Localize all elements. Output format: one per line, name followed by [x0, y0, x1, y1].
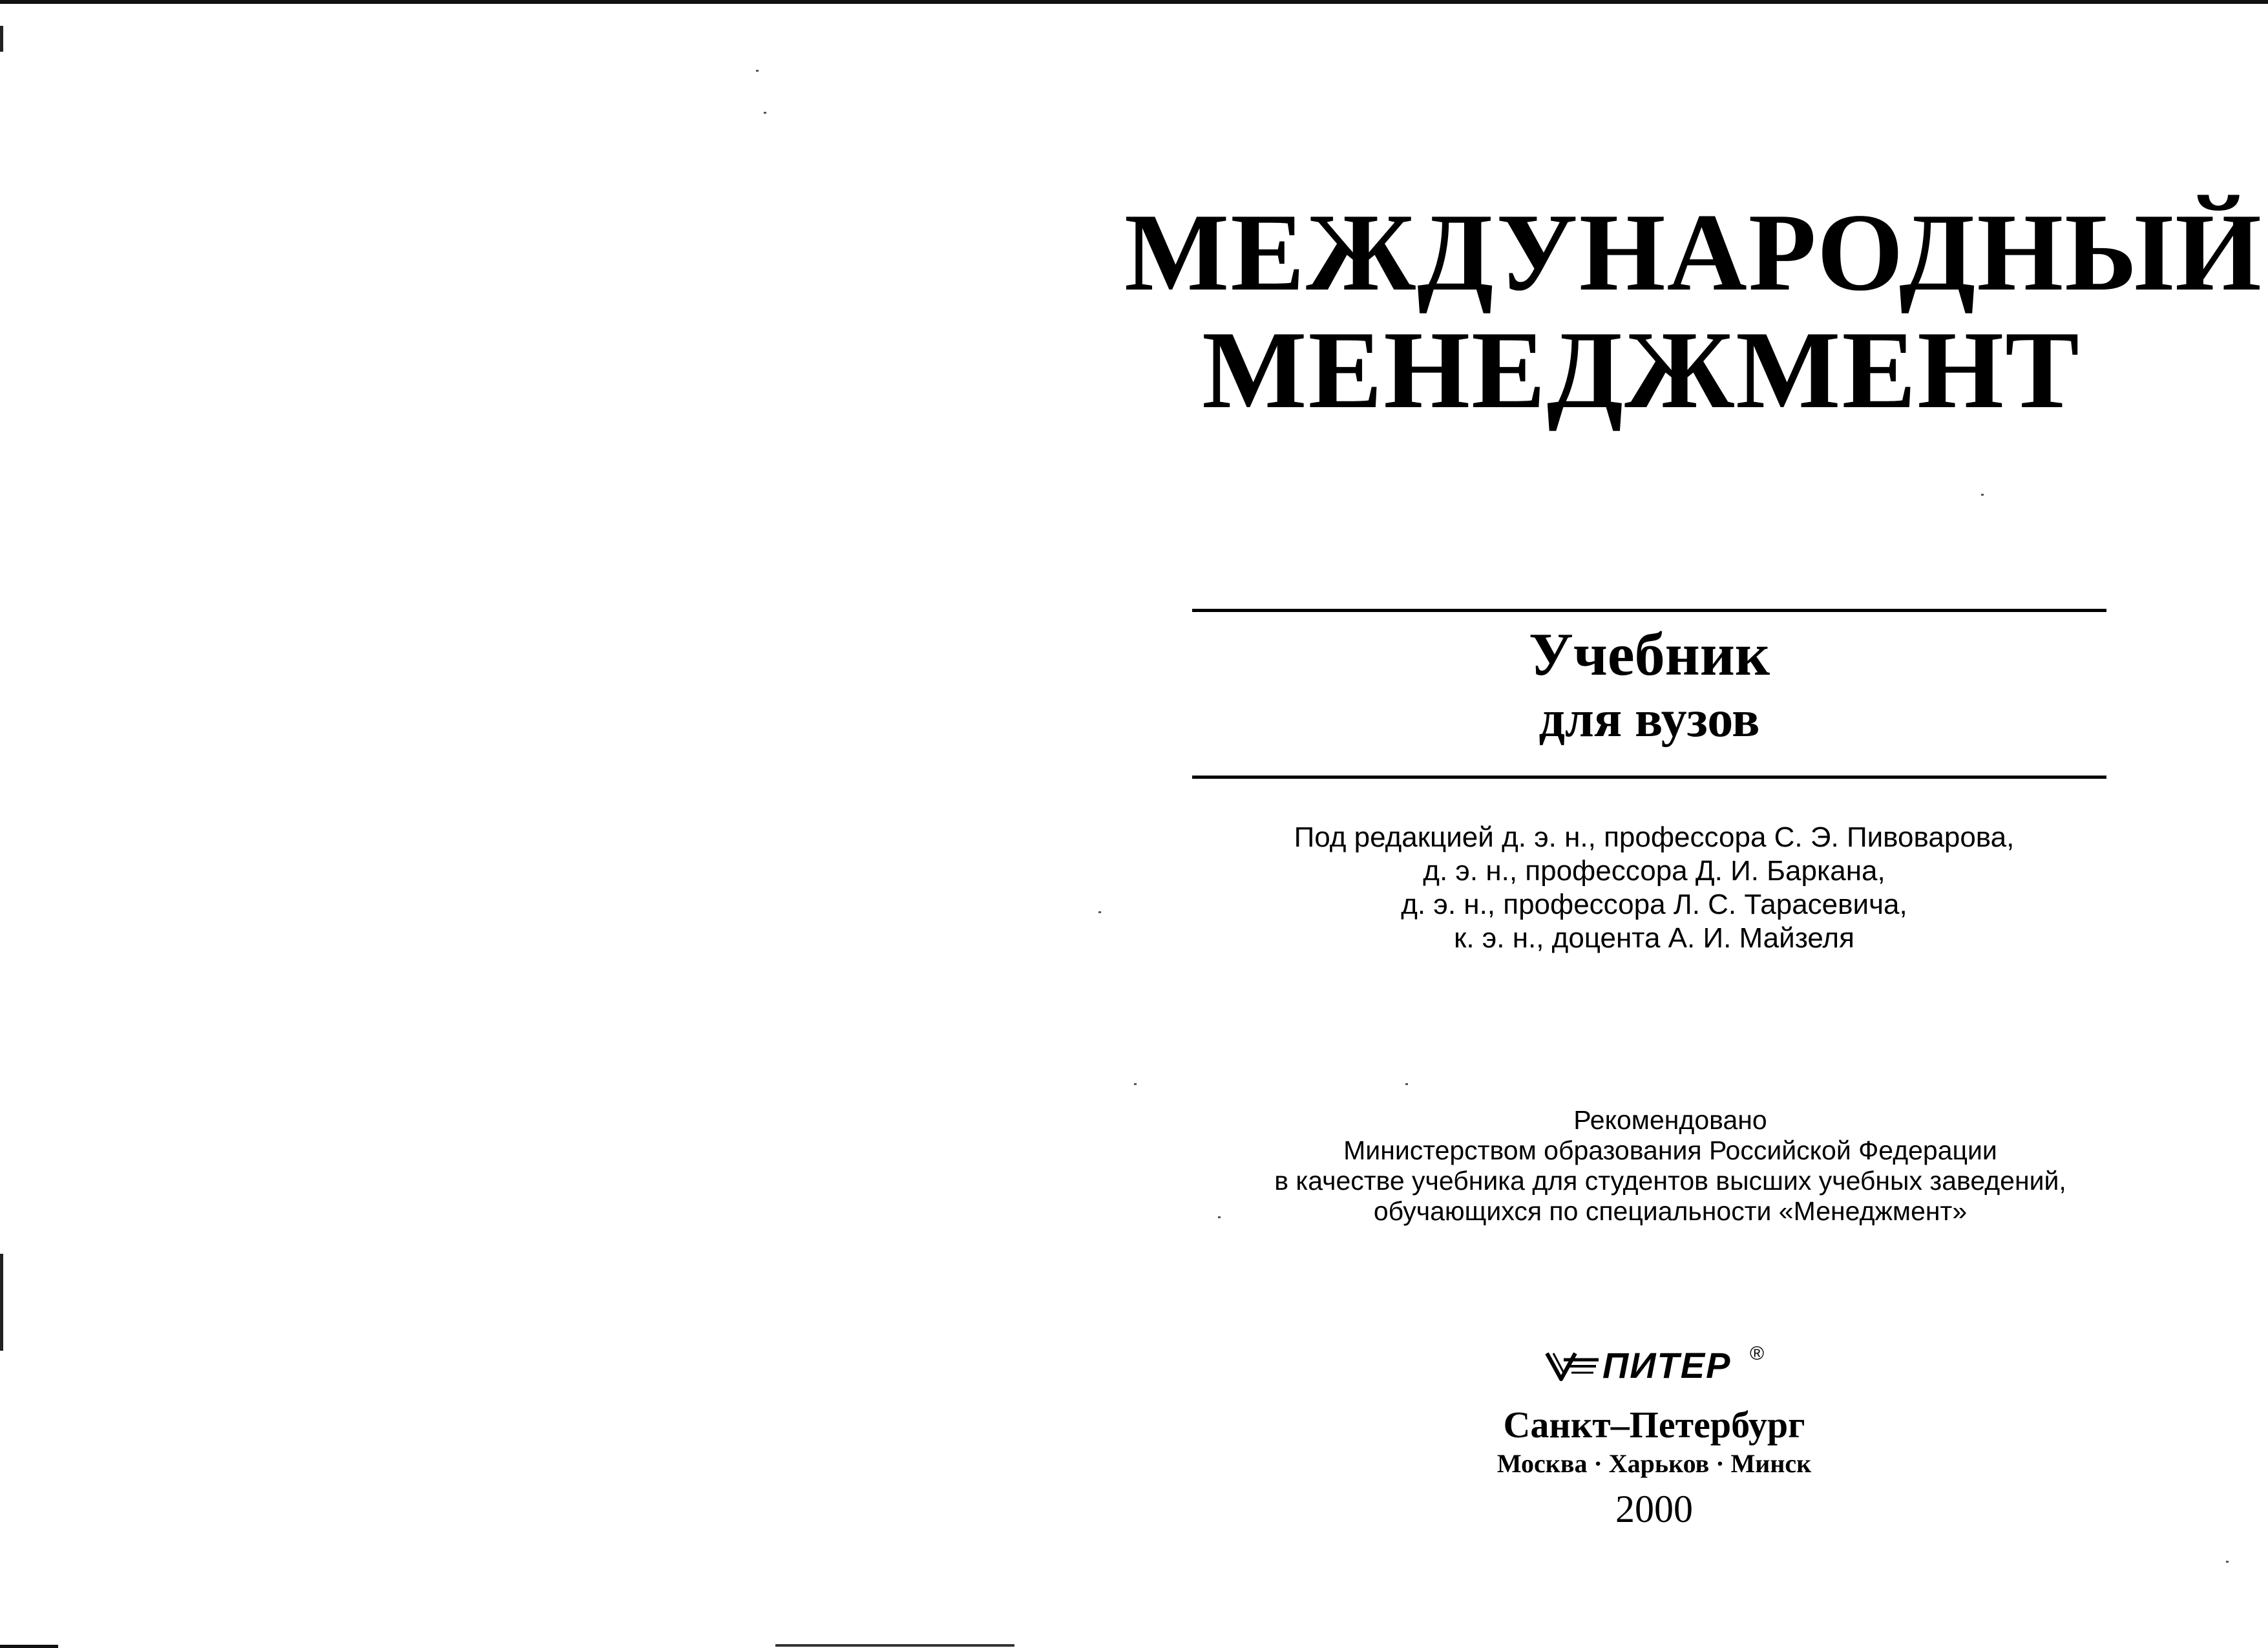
scan-speck	[1098, 911, 1101, 913]
scan-speck	[2226, 1561, 2229, 1563]
editors-block	[1189, 821, 2119, 955]
book-subtitle	[1192, 620, 2106, 750]
subtitle-line-2: для вузов	[1538, 691, 1760, 748]
editor-line: Под редакцией д. э. н., профессора С. Э. Пивоварова,	[1294, 821, 2015, 853]
recommendation-line: Рекомендовано	[1573, 1105, 1767, 1135]
book-title-line-2: МЕНЕДЖМЕНТ	[1202, 309, 2081, 432]
scan-speck	[756, 70, 759, 72]
book-title	[1124, 191, 2263, 432]
subtitle-line-1: Учебник	[1528, 621, 1770, 688]
recommendation-line: обучающихся по специальности «Менеджмент»	[1373, 1196, 1968, 1226]
scan-edge-left	[0, 1254, 3, 1351]
scan-edge-left	[0, 26, 3, 52]
scan-edge-bottom	[0, 1645, 58, 1648]
recommendation-line: в качестве учебника для студентов высших учебных заведений,	[1274, 1166, 2066, 1196]
book-title-line-1: МЕЖДУНАРОДНЫЙ	[1124, 191, 2263, 314]
recommendation-block	[1202, 1105, 2139, 1227]
editor-line: д. э. н., профессора Д. И. Баркана,	[1423, 855, 1885, 887]
publisher-logo-mark-icon	[1544, 1343, 1602, 1388]
scan-edge-top	[0, 0, 2268, 4]
imprint-city: Санкт–Петербург	[1503, 1404, 1805, 1446]
imprint-year: 2000	[1615, 1488, 1693, 1530]
editor-line: к. э. н., доцента А. И. Майзеля	[1454, 922, 1854, 954]
publisher-name: ПИТЕР	[1602, 1345, 1732, 1386]
registered-mark: ®	[1750, 1343, 1765, 1364]
top-rule	[1192, 609, 2106, 612]
scan-speck	[1981, 494, 1984, 496]
scan-speck	[764, 112, 766, 114]
publisher-logo	[1544, 1343, 1777, 1388]
editor-line: д. э. н., профессора Л. С. Тарасевича,	[1401, 889, 1907, 920]
scan-speck	[1405, 1083, 1408, 1085]
bottom-rule	[1192, 776, 2106, 779]
recommendation-line: Министерством образования Российской Федерации	[1343, 1136, 1997, 1165]
scan-speck	[1134, 1083, 1137, 1085]
scan-edge-bottom-right	[775, 1644, 1014, 1647]
imprint-other-cities: Москва · Харьков · Минск	[1496, 1449, 1812, 1478]
